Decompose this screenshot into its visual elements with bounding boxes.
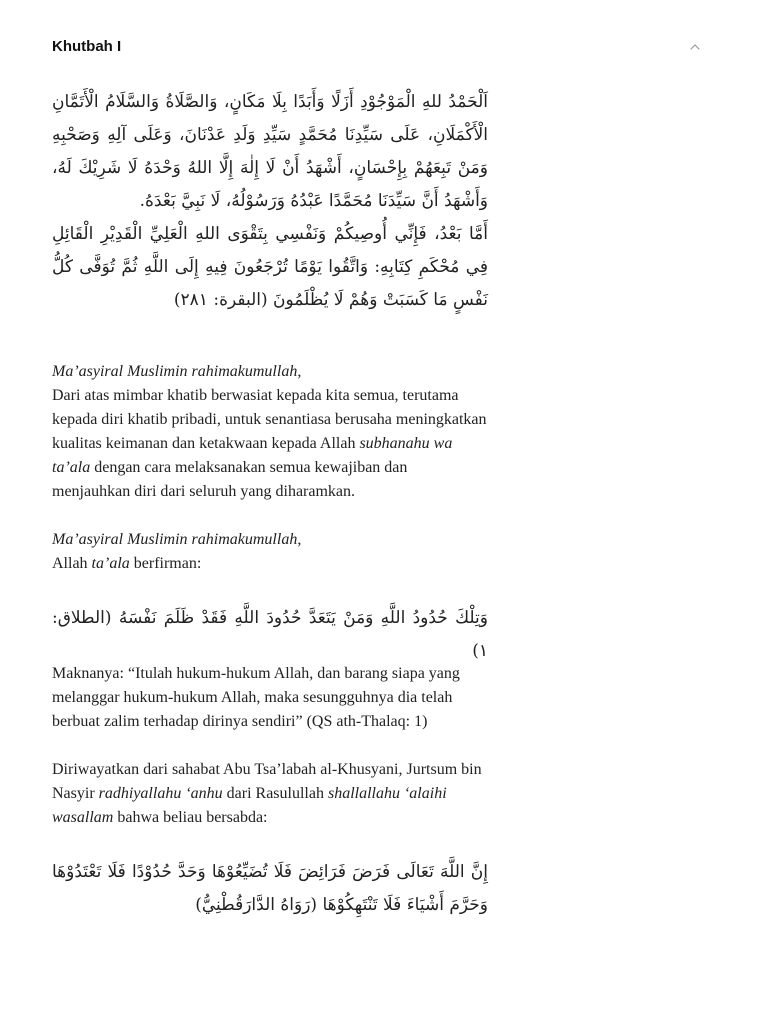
section-title: Khutbah I (52, 38, 122, 55)
arabic-verse-talaq (52, 602, 488, 662)
arabic-praise-paragraph: اَلْحَمْدُ للهِ الْمَوْجُوْدِ أَزَلًا وَأَبَدًا بِلَا مَكَانٍ، وَالصَّلَاةُ وَالسَّلَامُ الْأَتَمَّانِ الْأَكْمَلَانِ، عَلَى سَيِّدِنَا مُحَمَّدٍ سَيِّدِ وَلَدِ عَدْنَانَ، وَعَلَى آلِهِ وَصَحْبِهِ وَمَنْ تَبِعَهُمْ بِإِحْسَانٍ، أَشْهَدُ أَنْ لَا إِلٰهَ إِلَّا اللهُ وَحْدَهُ لَا شَرِيْكَ لَهُ، وَأَشْهَدُ أَنَّ سَيِّدَنَا مُحَمَّدًا عَبْدُهُ وَرَسُوْلُهُ، لَا نَبِيَّ بَعْدَهُ. (52, 92, 488, 211)
paragraph-wasiat (52, 360, 488, 504)
salutation: Ma’asyiral Muslimin rahimakumullah, (52, 363, 302, 380)
text: Diriwayatkan dari sahabat Abu Tsa’labah al-Khusyani, Jurtsum bin Nasyir (52, 761, 482, 802)
text: Dari atas mimbar khatib berwasiat kepada kita semua, terutama kepada diri khatib pribadi, untuk senantiasa berusaha meningkatkan kualitas keimanan dan ketakwaan kepada Allah (52, 387, 487, 452)
arabic-hadith (52, 856, 488, 922)
italic-phrase: shallallahu ‘alaihi wasallam (52, 785, 447, 826)
text: dengan cara melaksanakan semua kewajiban dan menjauhkan diri dari seluruh yang diharamkan. (52, 459, 408, 500)
paragraph-meaning: Maknanya: “Itulah hukum-hukum Allah, dan barang siapa yang melanggar hukum-hukum Allah, maka sesungguhnya dia telah berbuat zalim terhadap dirinya sendiri” (QS ath-Thalaq: 1) (52, 665, 460, 730)
arabic-opening (52, 86, 488, 338)
chevron-up-icon[interactable] (686, 38, 704, 56)
hadith-text: إِنَّ اللَّهَ تَعَالَى فَرَضَ فَرَائِضَ فَلَا تُضَيِّعُوْهَا وَحَدَّ حُدُوْدًا فَلَا تَعْتَدُوْهَا وَحَرَّمَ أَشْيَاءَ فَلَا تَنْتَهِكُوْهَا (رَوَاهُ الدَّارَقُطْنِيُّ) (52, 862, 488, 915)
arabic-wasiat-paragraph: أَمَّا بَعْدُ، فَإِنِّي أُوصِيكُمْ وَنَفْسِي بِتَقْوَى اللهِ الْعَلِيِّ الْقَدِيْرِ الْقَائِلِ فِي مُحْكَمِ كِتَابِهِ: وَاتَّقُوا يَوْمًا تُرْجَعُونَ فِيهِ إِلَى اللَّهِ ثُمَّ تُوَفَّى كُلُّ نَفْسٍ مَا كَسَبَتْ وَهُمْ لَا يُظْلَمُونَ (البقرة: ٢٨١) (52, 224, 488, 310)
italic-phrase: subhanahu wa ta’ala (52, 435, 453, 476)
salutation: Ma’asyiral Muslimin rahimakumullah, (52, 531, 302, 548)
text: berfirman: (129, 555, 202, 572)
text: bahwa beliau bersabda: (113, 809, 268, 826)
italic-phrase: radhiyallahu ‘anhu (98, 785, 223, 802)
text: Allah (52, 555, 92, 572)
paragraph-firman (52, 528, 488, 576)
italic-phrase: ta’ala (91, 555, 130, 572)
khutbah-content (52, 86, 488, 922)
paragraph-hadith-intro (52, 758, 488, 830)
verse-text: وَتِلْكَ حُدُودُ اللَّهِ وَمَنْ يَتَعَدَّ حُدُودَ اللَّهِ فَقَدْ ظَلَمَ نَفْسَهُ (الطلاق: ١) (52, 608, 488, 661)
section-header[interactable] (52, 36, 712, 60)
text: dari Rasulullah (222, 785, 328, 802)
